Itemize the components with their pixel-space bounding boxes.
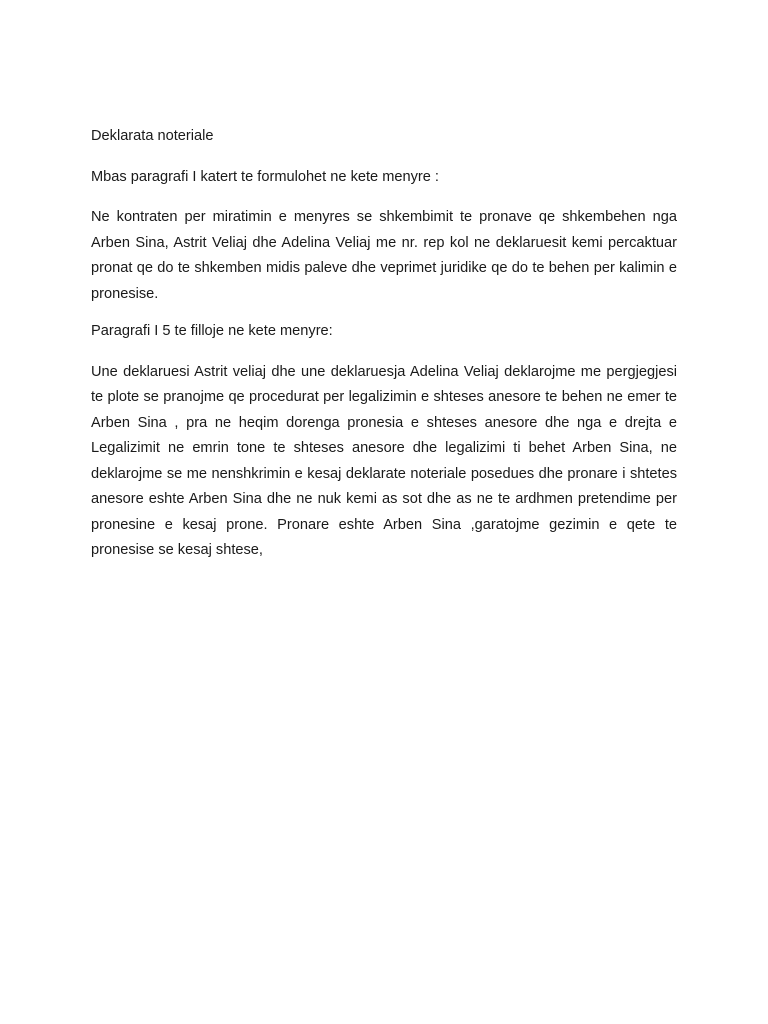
document-title: Deklarata noteriale xyxy=(91,128,214,144)
document-body xyxy=(91,124,677,576)
paragraph-declaration: Une deklaruesi Astrit veliaj dhe une deklaruesja Adelina Veliaj deklarojme me pergjegjesi te plote se pranojme qe procedurat per legalizimin e shteses anesore te behen ne emer te Arben Sina , pra ne heqim dorenga pronesia e shteses anesore dhe nga e drejta e Legalizimit ne emrin tone te shteses anesore dhe legalizimi ti behet Arben Sina, ne deklarojme se me nenshkrimin e kesaj deklarate noteriale posedues dhe pronare i shtetes anesore eshte Arben Sina dhe ne nuk kemi as sot dhe as ne te ardhmen pretendime per pronesine e kesaj prone. Pronare eshte Arben Sina ,garatojme gezimin e qete te pronesise se kesaj shtese, xyxy=(91,363,677,558)
paragraph-instruction-1: Mbas paragrafi I katert te formulohet ne kete menyre : xyxy=(91,168,439,185)
paragraph-instruction-2: Paragrafi I 5 te filloje ne kete menyre: xyxy=(91,323,333,339)
paragraph-contract: Ne kontraten per miratimin e menyres se shkembimit te pronave qe shkembehen nga Arben Sina, Astrit Veliaj dhe Adelina Veliaj me nr. rep kol ne deklaruesit kemi percaktuar pronat qe do te shkemben midis paleve dhe veprimet juridike qe do te behen per kalimin e pronesise. xyxy=(91,209,677,302)
